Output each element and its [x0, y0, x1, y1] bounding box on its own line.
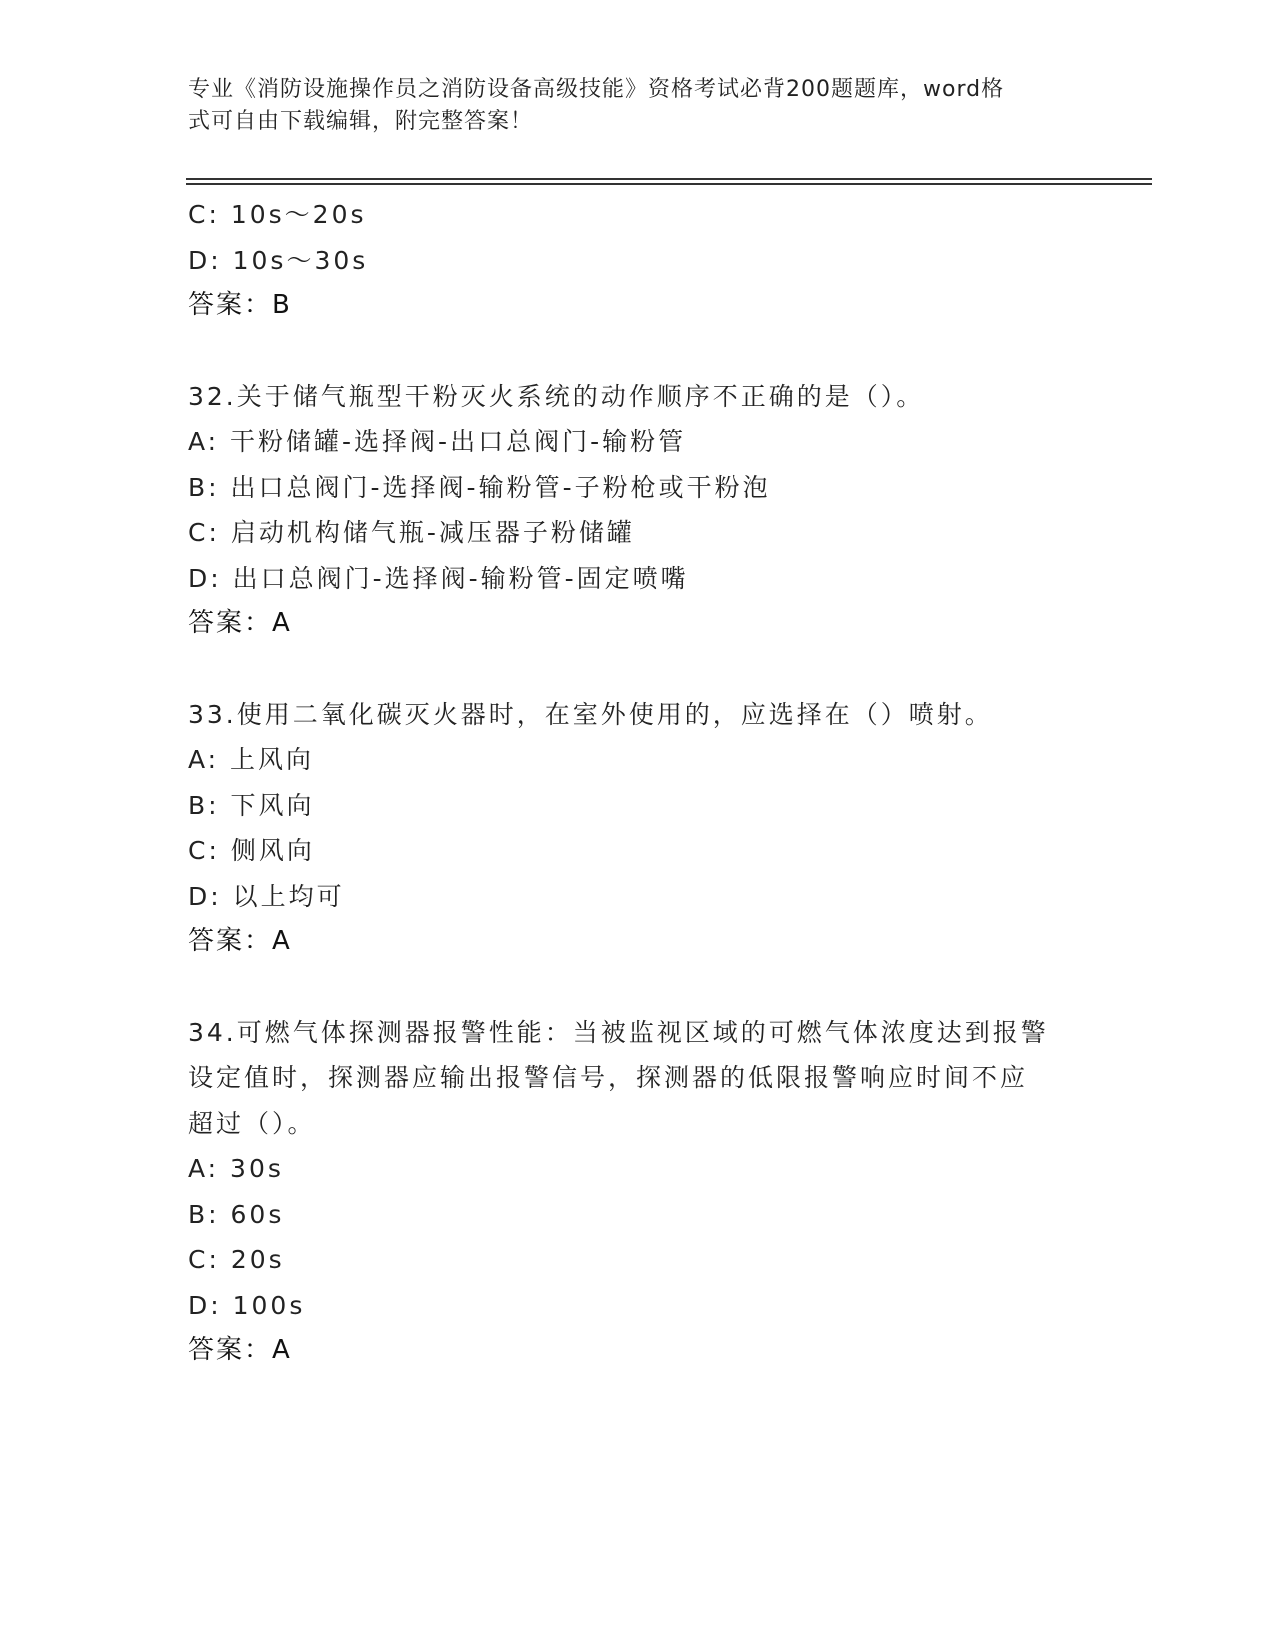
header-line-1: 专业《消防设施操作员之消防设备高级技能》资格考试必背200题题库，word格: [188, 77, 1005, 102]
option-c: C: 启动机构储气瓶-减压器子粉储罐: [188, 518, 635, 547]
option-c: C: 10s～20s: [188, 200, 367, 229]
question-content: [188, 192, 1108, 1374]
option-d: D: 100s: [188, 1290, 306, 1320]
document-header: [188, 74, 1088, 138]
answer-line: 答案：A: [188, 608, 292, 638]
answer-line: 答案：A: [188, 1335, 292, 1365]
header-line-2: 式可自由下载编辑，附完整答案！: [188, 109, 534, 134]
answer-line: 答案：B: [188, 290, 292, 320]
header-divider-bottom: [186, 183, 1152, 185]
question-text: 33.使用二氧化碳灭火器时，在室外使用的，应选择在（）喷射。: [188, 699, 993, 729]
question-text: 32.关于储气瓶型干粉灭火系统的动作顺序不正确的是（）。: [188, 381, 925, 411]
option-a: A: 上风向: [188, 745, 315, 774]
question-text-line-3: 超过（）。: [188, 1108, 316, 1138]
question-text-line-1: 34.可燃气体探测器报警性能：当被监视区域的可燃气体浓度达到报警: [188, 1017, 1049, 1047]
option-c: C: 20s: [188, 1245, 285, 1274]
spacer: [188, 647, 1108, 692]
question-34: [188, 1010, 1108, 1374]
spacer: [188, 965, 1108, 1010]
option-a: A: 干粉储罐-选择阀-出口总阀门-输粉管: [188, 427, 687, 456]
option-c: C: 侧风向: [188, 836, 315, 865]
option-b: B: 出口总阀门-选择阀-输粉管-子粉枪或干粉泡: [188, 472, 771, 502]
answer-line: 答案：A: [188, 926, 292, 956]
spacer: [188, 329, 1108, 374]
option-d: D: 10s～30s: [188, 245, 369, 275]
option-b: B: 下风向: [188, 790, 315, 820]
previous-question-tail: [188, 192, 1108, 329]
option-d: D: 以上均可: [188, 881, 345, 911]
option-d: D: 出口总阀门-选择阀-输粉管-固定喷嘴: [188, 563, 689, 593]
question-33: [188, 692, 1108, 965]
header-divider-top: [186, 178, 1152, 180]
question-text-line-2: 设定值时，探测器应输出报警信号，探测器的低限报警响应时间不应: [188, 1063, 1029, 1092]
question-32: [188, 374, 1108, 647]
option-b: B: 60s: [188, 1199, 285, 1229]
option-a: A: 30s: [188, 1154, 284, 1183]
